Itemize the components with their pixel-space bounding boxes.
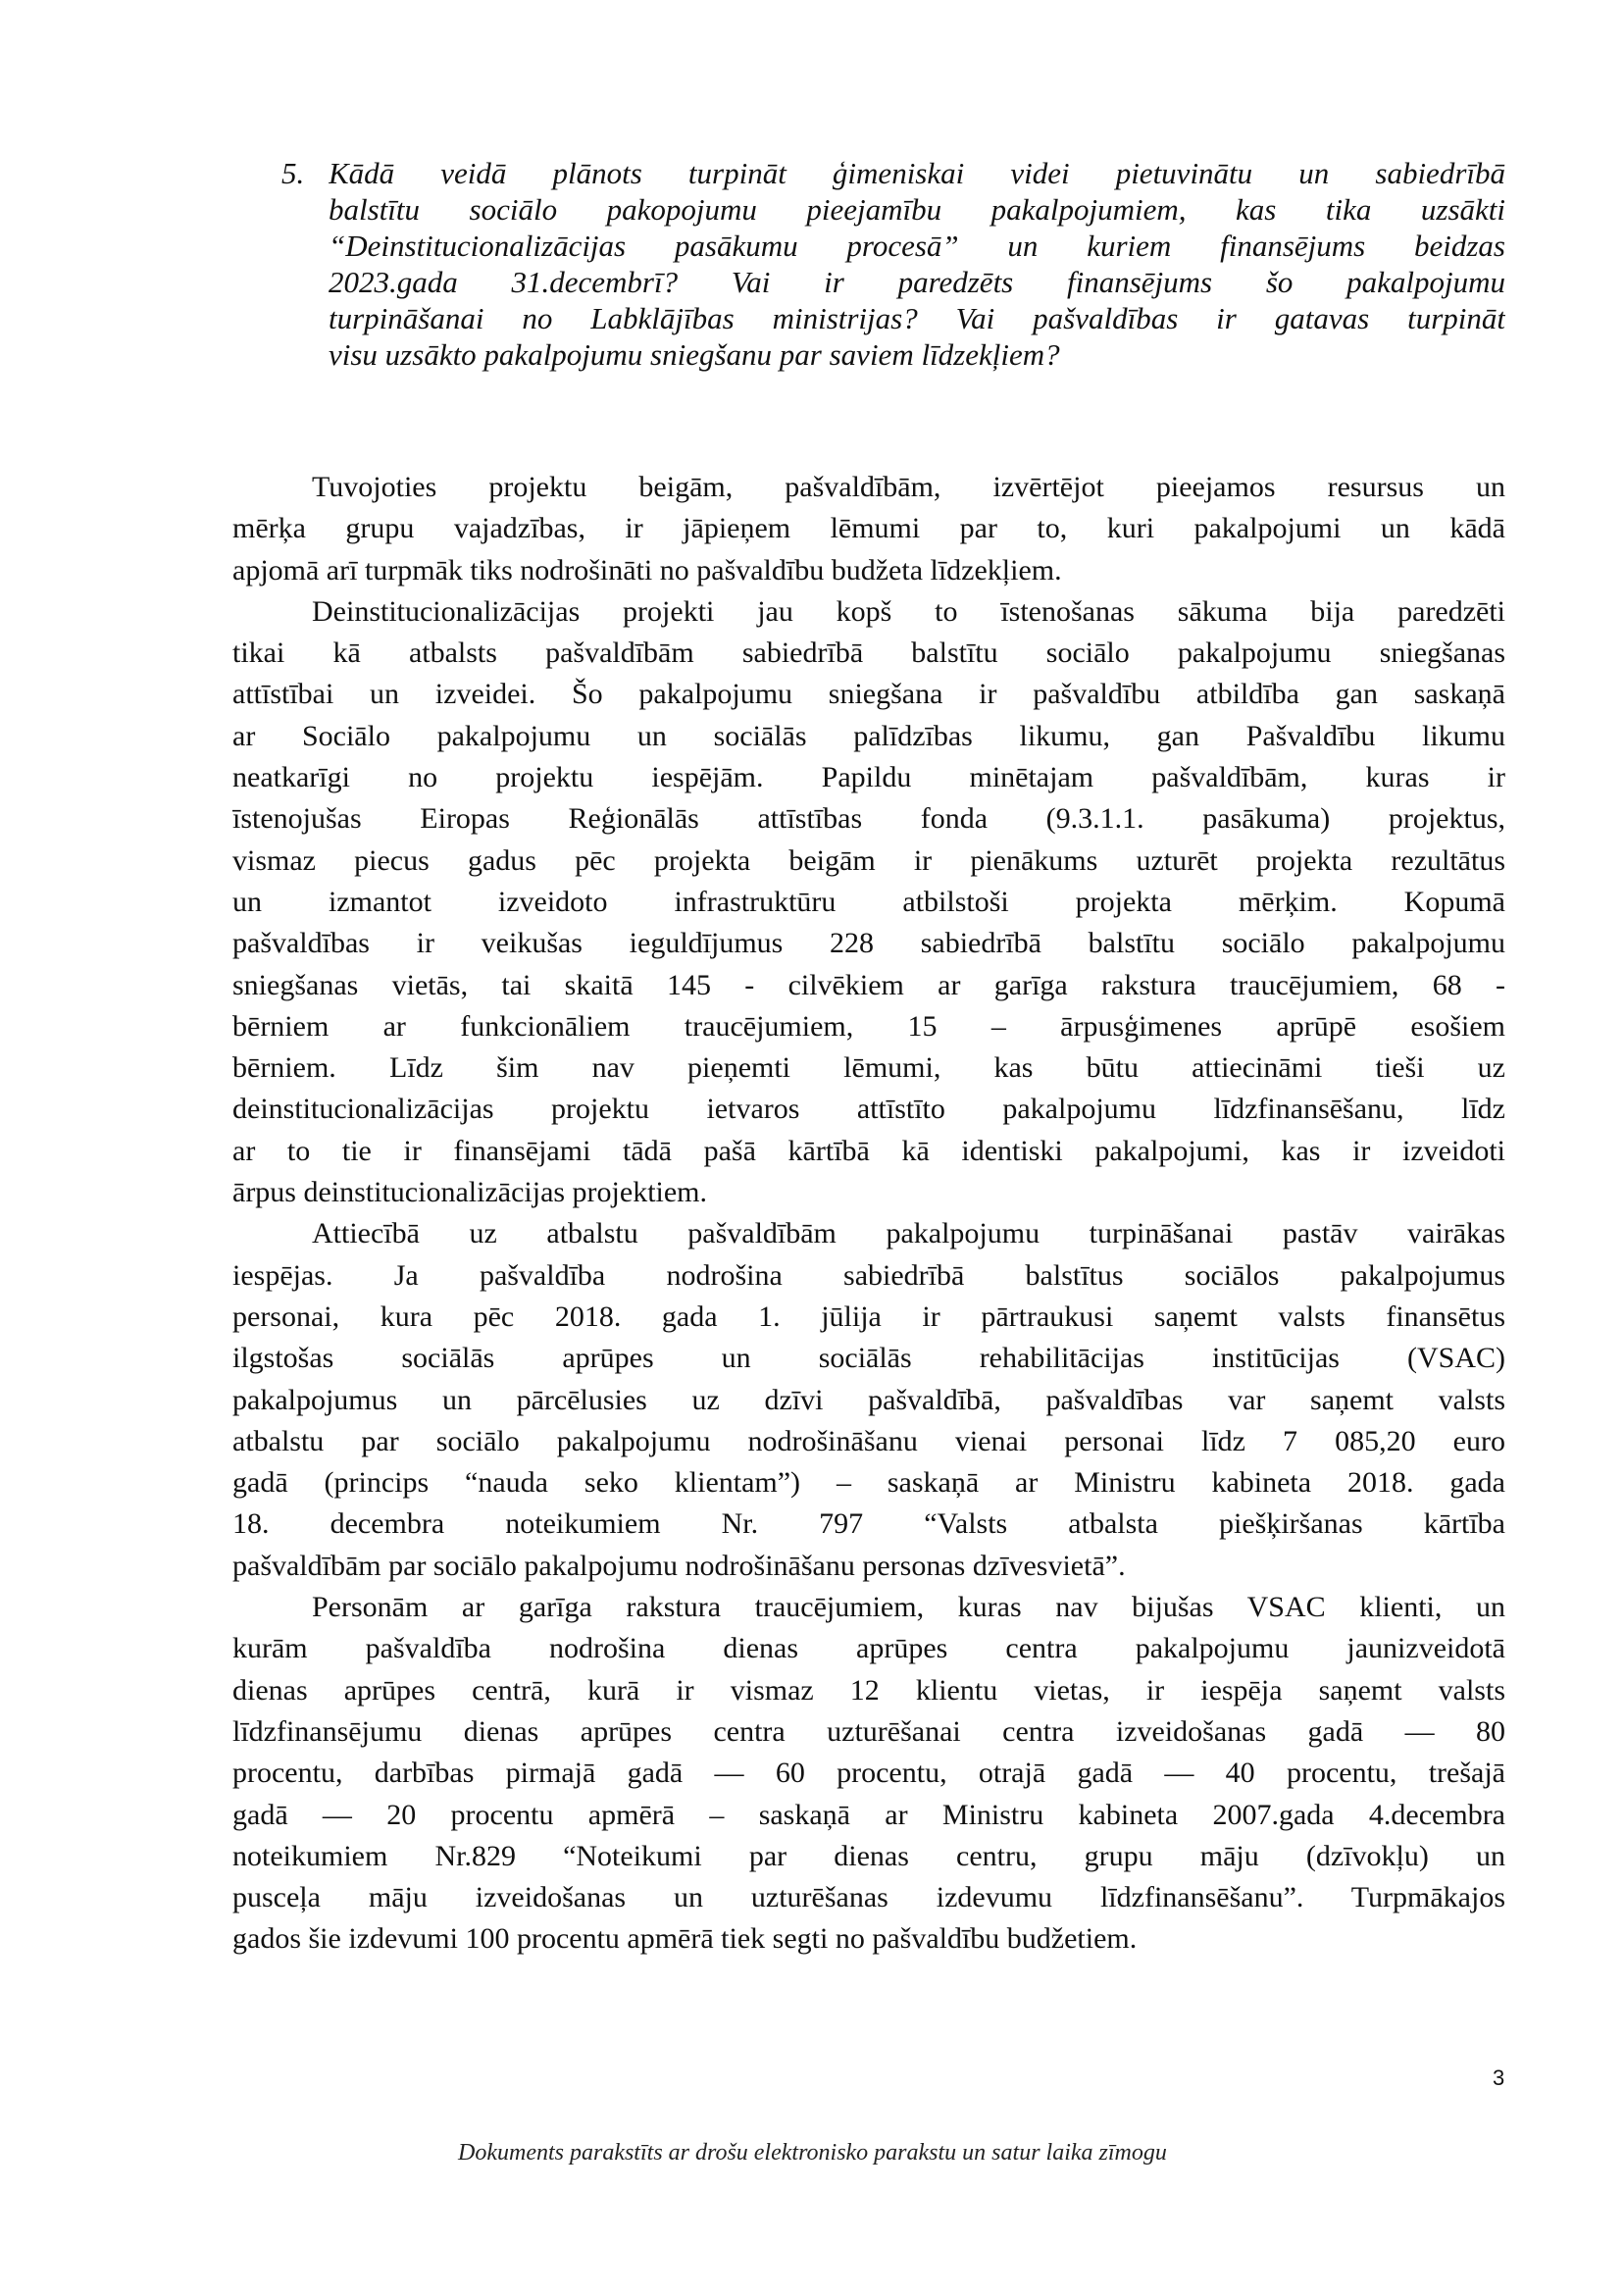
paragraph-line: procentu, darbības pirmajā gadā — 60 procentu, otrajā gadā — 40 procentu, trešajā bbox=[232, 1757, 1505, 1790]
paragraph-line: līdzfinansējumu dienas aprūpes centra uzturēšanai centra izveidošanas gadā — 80 bbox=[232, 1714, 1505, 1748]
signature-footer: Dokuments parakstīts ar drošu elektronisko parakstu un satur laika zīmogu bbox=[458, 2140, 1167, 2166]
paragraph-line: apjomā arī turpmāk tiks nodrošināti no pašvaldību budžeta līdzekļiem. bbox=[232, 553, 1062, 586]
paragraph-line: gados šie izdevumi 100 procentu apmērā tiek segti no pašvaldību budžetiem. bbox=[232, 1922, 1138, 1956]
paragraph-line: pusceļa māju izveidošanas un uzturēšanas izdevumu līdzfinansēšanu”. Turpmākajos bbox=[232, 1881, 1505, 1914]
paragraph-line: Tuvojoties projektu beigām, pašvaldībām, izvērtējot pieejamos resursus un bbox=[312, 471, 1505, 503]
page-number: 3 bbox=[1493, 2065, 1505, 2090]
paragraph-line: kurām pašvaldība nodrošina dienas aprūpes centra pakalpojumu jaunizveidotā bbox=[232, 1632, 1505, 1665]
paragraph-line: īstenojušas Eiropas Reģionālās attīstības fonda (9.3.1.1. pasākuma) projektus, bbox=[232, 802, 1505, 836]
paragraph-line: ar Sociālo pakalpojumu un sociālās palīdzības likumu, gan Pašvaldību likumu bbox=[232, 719, 1505, 752]
paragraph-line: tikai kā atbalsts pašvaldībām sabiedrībā balstītu sociālo pakalpojumu sniegšanas bbox=[232, 637, 1505, 670]
paragraph-line: noteikumiem Nr.829 “Noteikumi par dienas centru, grupu māju (dzīvokļu) un bbox=[232, 1839, 1505, 1872]
paragraph-line: gadā (princips “nauda seko klientam”) – saskaņā ar Ministru kabineta 2018. gada bbox=[232, 1466, 1505, 1500]
paragraph-line: dienas aprūpes centrā, kurā ir vismaz 12 klientu vietas, ir iespēja saņemt valsts bbox=[232, 1673, 1505, 1707]
question-line: turpināšanai no Labklājības ministrijas? Vai pašvaldības ir gatavas turpināt bbox=[329, 301, 1505, 335]
paragraph-line: bērniem. Līdz šim nav pieņemti lēmumi, kas būtu attiecināmi tieši uz bbox=[232, 1051, 1505, 1085]
paragraph-line: atbalstu par sociālo pakalpojumu nodrošināšanu vienai personai līdz 7 085,20 euro bbox=[232, 1424, 1505, 1457]
paragraph-line: iespējas. Ja pašvaldība nodrošina sabiedrībā balstītus sociālos pakalpojumus bbox=[232, 1258, 1505, 1292]
paragraph-line: personai, kura pēc 2018. gada 1. jūlija ir pārtraukusi saņemt valsts finansētus bbox=[232, 1300, 1505, 1333]
paragraph-line: ar to tie ir finansējami tādā pašā kārtībā kā identiski pakalpojumi, kas ir izveidoti bbox=[232, 1134, 1505, 1167]
paragraph-line: Attiecībā uz atbalstu pašvaldībām pakalpojumu turpināšanai pastāv vairākas bbox=[312, 1217, 1505, 1250]
question-line: “Deinstitucionalizācijas pasākumu procesā” un kuriem finansējums beidzas bbox=[329, 229, 1505, 263]
paragraph-line: mērķa grupu vajadzības, ir jāpieņem lēmumi par to, kuri pakalpojumi un kādā bbox=[232, 512, 1505, 545]
paragraph-line: gadā — 20 procentu apmērā – saskaņā ar Ministru kabineta 2007.gada 4.decembra bbox=[232, 1798, 1505, 1831]
paragraph-line: sniegšanas vietās, tai skaitā 145 - cilvēkiem ar garīga rakstura traucējumiem, 68 - bbox=[232, 968, 1505, 1001]
paragraph-line: attīstībai un izveidei. Šo pakalpojumu sniegšana ir pašvaldību atbildība gan saskaņā bbox=[232, 678, 1505, 711]
question-line: 2023.gada 31.decembrī? Vai ir paredzēts finansējums šo pakalpojumu bbox=[329, 265, 1505, 299]
paragraph-line: deinstitucionalizācijas projektu ietvaros attīstīto pakalpojumu līdzfinansēšanu, līdz bbox=[232, 1093, 1505, 1126]
paragraph-line: ārpus deinstitucionalizācijas projektiem. bbox=[232, 1176, 708, 1209]
paragraph-line: neatkarīgi no projektu iespējām. Papildu minētajam pašvaldībām, kuras ir bbox=[232, 761, 1505, 794]
paragraph-line: Personām ar garīga rakstura traucējumiem, kuras nav bijušas VSAC klienti, un bbox=[312, 1591, 1505, 1624]
question-line: visu uzsākto pakalpojumu sniegšanu par saviem līdzekļiem? bbox=[329, 337, 1060, 372]
question-number: 5. bbox=[281, 156, 305, 190]
paragraph-line: Deinstitucionalizācijas projekti jau kopš to īstenošanas sākuma bija paredzēti bbox=[312, 594, 1505, 628]
paragraph-line: vismaz piecus gadus pēc projekta beigām ir pienākums uzturēt projekta rezultātus bbox=[232, 843, 1505, 877]
paragraph-line: un izmantot izveidoto infrastruktūru atbilstoši projekta mērķim. Kopumā bbox=[232, 885, 1505, 918]
paragraph-line: ilgstošas sociālās aprūpes un sociālās rehabilitācijas institūcijas (VSAC) bbox=[232, 1342, 1505, 1375]
question-text bbox=[329, 155, 1505, 373]
answer-body bbox=[232, 467, 1505, 1961]
paragraph-line: bērniem ar funkcionāliem traucējumiem, 15 – ārpusģimenes aprūpē esošiem bbox=[232, 1009, 1505, 1043]
question-line: Kādā veidā plānots turpināt ģimeniskai videi pietuvinātu un sabiedrībā bbox=[329, 156, 1505, 190]
question-line: balstītu sociālo pakopojumu pieejamību pakalpojumiem, kas tika uzsākti bbox=[329, 192, 1505, 227]
paragraph-line: pakalpojumus un pārcēlusies uz dzīvi pašvaldībā, pašvaldības var saņemt valsts bbox=[232, 1383, 1505, 1416]
paragraph-line: pašvaldības ir veikušas ieguldījumus 228 sabiedrībā balstītu sociālo pakalpojumu bbox=[232, 927, 1505, 960]
paragraph-line: 18. decembra noteikumiem Nr. 797 “Valsts atbalsta piešķiršanas kārtība bbox=[232, 1507, 1505, 1541]
paragraph-line: pašvaldībām par sociālo pakalpojumu nodrošināšanu personas dzīvesvietā”. bbox=[232, 1549, 1126, 1582]
